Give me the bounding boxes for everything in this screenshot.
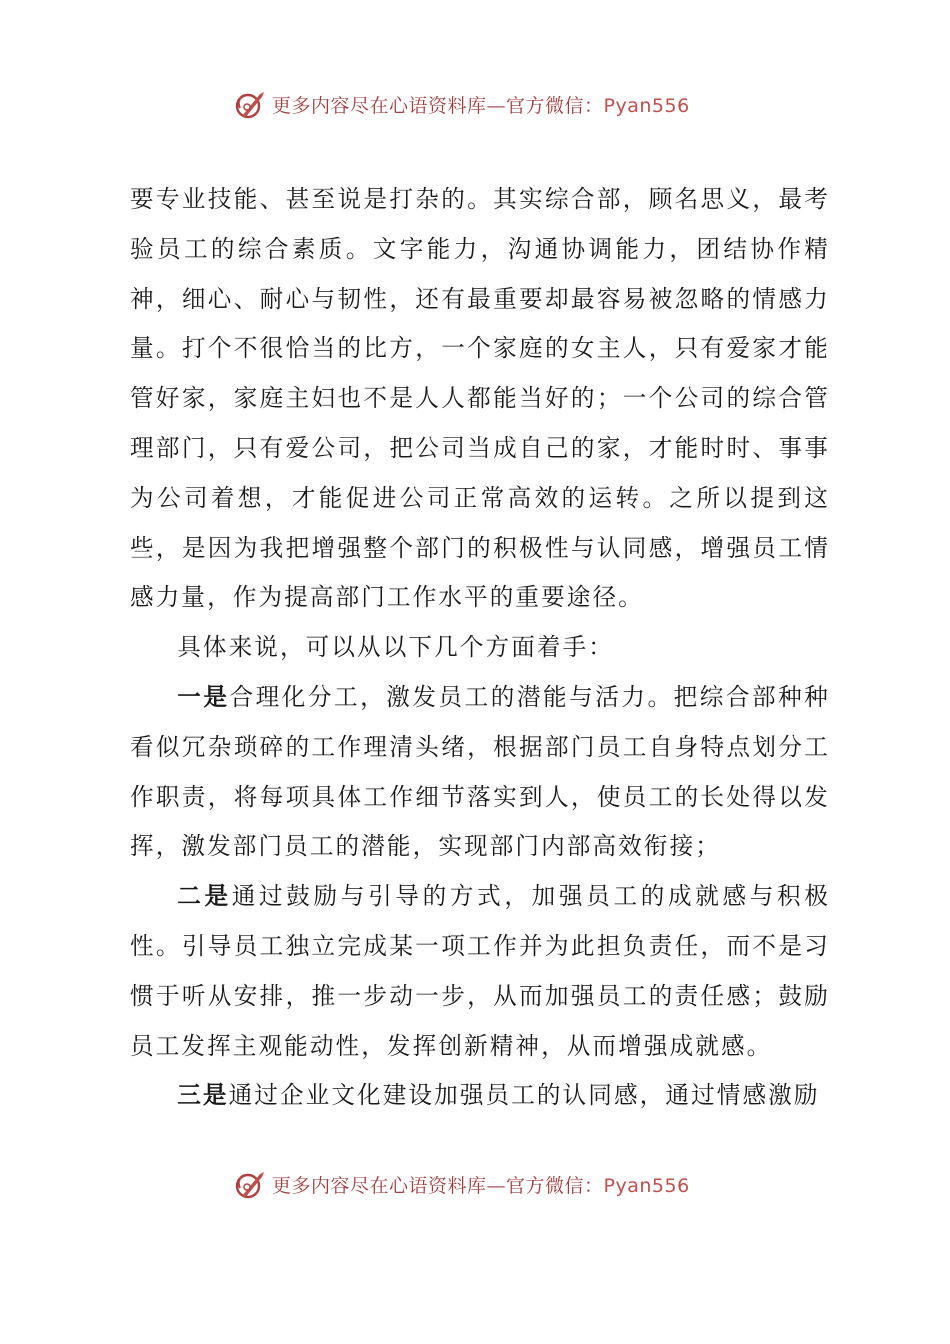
- paragraph-lead: 三是: [177, 1081, 229, 1110]
- banner-wechat-id: Pyan556: [603, 94, 690, 117]
- banner-contact-label: 官方微信：: [506, 1174, 604, 1197]
- footer-banner: [232, 1164, 752, 1204]
- banner-contact-label: 官方微信：: [506, 94, 604, 117]
- header-banner-text: [272, 91, 690, 118]
- pen-logo-icon: [232, 1166, 268, 1202]
- banner-slogan: 更多内容尽在心语资料库: [272, 94, 487, 117]
- footer-banner-text: [272, 1171, 690, 1198]
- paragraph-4: 二是通过鼓励与引导的方式，加强员工的成就感与积极性。引导员工独立完成某一项工作并为此担负责任，而不是习惯于听从安排，推一步动一步，从而加强员工的责任感；鼓励员工发挥主观能动性，发挥创新精神，从而增强成就感。: [130, 882, 831, 1060]
- paragraph-2: 具体来说，可以从以下几个方面着手：: [177, 633, 614, 662]
- header-banner: [232, 84, 752, 124]
- paragraph-lead: 一是: [177, 682, 230, 711]
- banner-separator: —: [486, 94, 507, 117]
- banner-separator: —: [486, 1174, 507, 1197]
- pen-logo-icon: [232, 86, 268, 122]
- paragraph-5: 三是通过企业文化建设加强员工的认同感，通过情感激励: [177, 1081, 820, 1110]
- document-body: [130, 175, 830, 1121]
- paragraph-1: 要专业技能、甚至说是打杂的。其实综合部，顾名思义，最考验员工的综合素质。文字能力，沟通协调能力，团结协作精神，细心、耐心与韧性，还有最重要却最容易被忽略的情感力量。打个不很恰当的比方，一个家庭的女主人，只有爱家才能管好家，家庭主妇也不是人人都能当好的；一个公司的综合管理部门，只有爱公司，把公司当成自己的家，才能时时、事事为公司着想，才能促进公司正常高效的运转。之所以提到这些，是因为我把增强整个部门的积极性与认同感，增强员工情感力量，作为提高部门工作水平的重要途径。: [130, 185, 830, 612]
- banner-wechat-id: Pyan556: [603, 1174, 690, 1197]
- paragraph-lead: 二是: [177, 882, 232, 911]
- paragraph-3: 一是合理化分工，激发员工的潜能与活力。把综合部种种看似冗杂琐碎的工作理清头绪，根据部门员工自身特点划分工作职责，将每项具体工作细节落实到人，使员工的长处得以发挥，激发部门员工的潜能，实现部门内部高效衔接；: [130, 682, 830, 861]
- banner-slogan: 更多内容尽在心语资料库: [272, 1174, 487, 1197]
